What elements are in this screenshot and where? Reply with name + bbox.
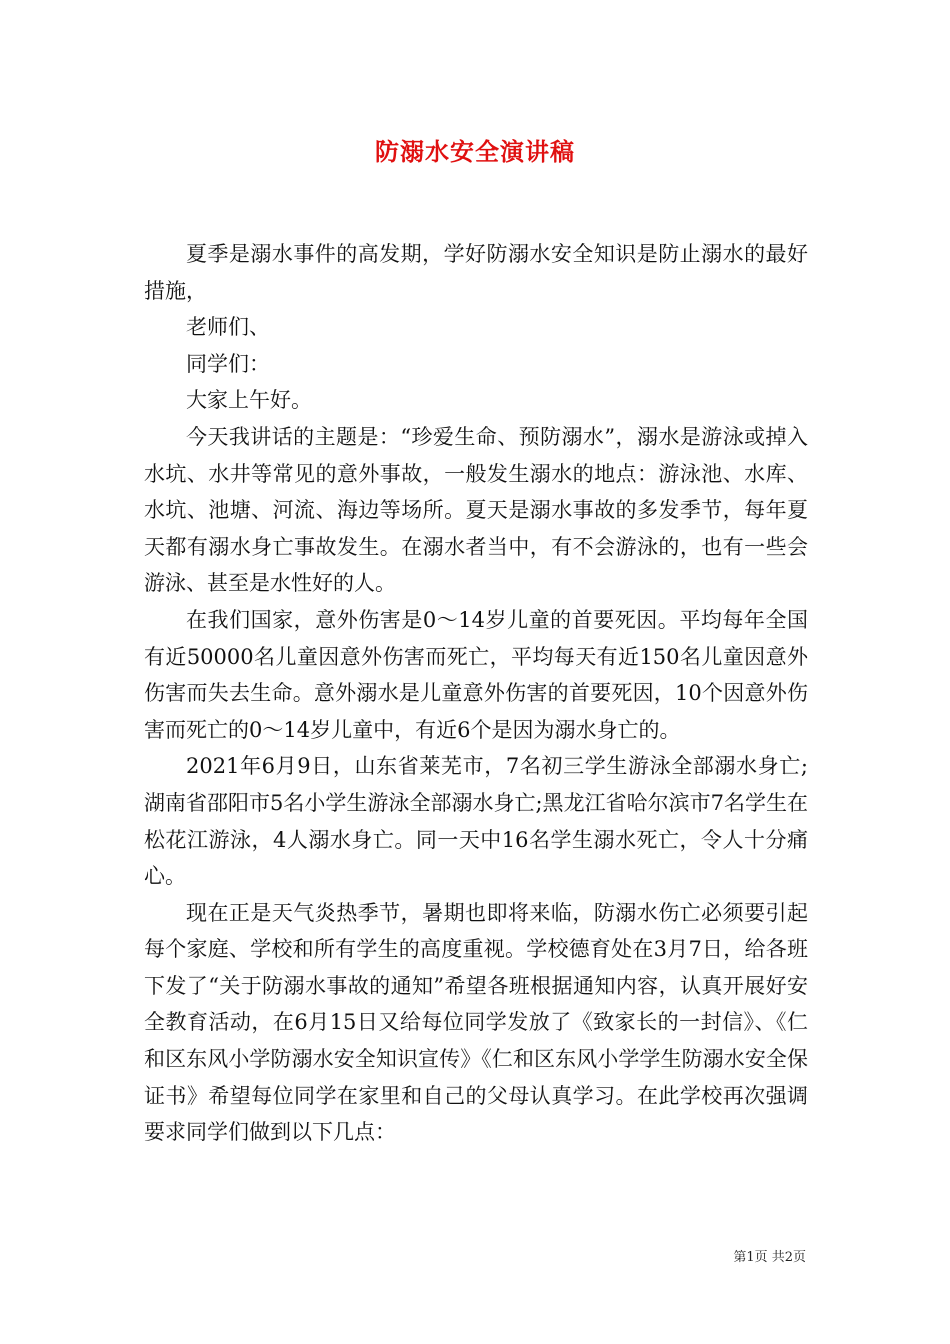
page-number-footer: 第1页 共2页	[733, 1250, 806, 1265]
paragraph-greeting-students: 同学们：	[186, 351, 270, 376]
document-title: 防溺水安全演讲稿	[375, 137, 575, 166]
paragraph-topic: 今天我讲话的主题是：“珍爱生命、预防溺水”，溺水是游泳或掉入水坑、水井等常见的意外事故，一般发生溺水的地点：游泳池、水库、水坑、池塘、河流、海边等场所。夏天是溺水事故的多发季节，每年夏天都有溺水身亡事故发生。在溺水者当中，有不会游泳的，也有一些会游泳、甚至是水性好的人。	[144, 424, 808, 596]
paragraph-statistics: 在我们国家，意外伤害是0～14岁儿童的首要死因。平均每年全国有近50000名儿童因意外伤害而死亡，平均每天有近150名儿童因意外伤害而失去生命。意外溺水是儿童意外伤害的首要死因，10个因意外伤害而死亡的0～14岁儿童中，有近6个是因为溺水身亡的。	[144, 607, 808, 742]
paragraph-intro: 夏季是溺水事件的高发期，学好防溺水安全知识是防止溺水的最好措施，	[144, 242, 808, 303]
document-body	[144, 236, 808, 1151]
paragraph-greeting-teachers: 老师们、	[186, 315, 270, 340]
paragraph-greeting-morning: 大家上午好。	[186, 388, 312, 413]
paragraph-incident: 2021年6月9日，山东省莱芜市，7名初三学生游泳全部溺水身亡;湖南省邵阳市5名小学生游泳全部溺水身亡;黑龙江省哈尔滨市7名学生在松花江游泳，4人溺水身亡。同一天中16名学生溺水死亡，令人十分痛心。	[144, 754, 808, 889]
paragraph-school-actions: 现在正是天气炎热季节，暑期也即将来临，防溺水伤亡必须要引起每个家庭、学校和所有学生的高度重视。学校德育处在3月7日，给各班下发了“关于防溺水事故的通知”希望各班根据通知内容，认真开展好安全教育活动，在6月15日又给每位同学发放了《致家长的一封信》、《仁和区东风小学防溺水安全知识宣传》《仁和区东风小学学生防溺水安全保证书》希望每位同学在家里和自己的父母认真学习。在此学校再次强调要求同学们做到以下几点：	[144, 900, 808, 1145]
